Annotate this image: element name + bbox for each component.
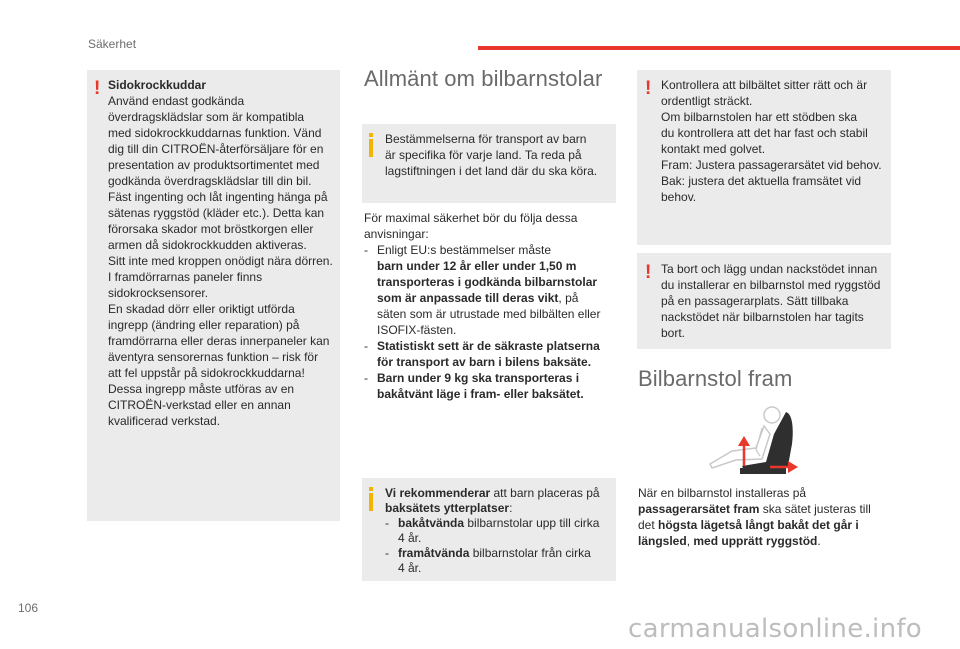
text-line: sätenas ryggstöd (kläder etc.). Detta kan — [108, 206, 325, 220]
warning-exclamation-icon: ! — [94, 78, 101, 99]
instruction-item-eu: - Enligt EU:s bestämmelser måste barn under 12 år eller under 1,50 m transporteras i godkända bilbarnstolar som är anpassade till deras vikt, på säten som är utrustade med bilbälten eller ISOFIX-fästen. — [364, 243, 601, 337]
text-line: behov. — [661, 190, 697, 204]
text-line: godkända överdragsklädslar till din bil. — [108, 174, 312, 188]
info-marker-icon — [369, 487, 373, 511]
text-line: Kontrollera att bilbältet sitter rätt och är — [661, 78, 868, 92]
text-line: kontakt med golvet. — [661, 142, 766, 156]
text-line: att fel uppstår på sidokrockkuddarna! — [108, 366, 305, 380]
side-airbag-title: Sidokrockkuddar — [108, 78, 207, 92]
text-line: Fram: Justera passagerarsätet vid behov. — [661, 158, 882, 172]
text-line: nackstödet när bilbarnstolen har tagits — [661, 310, 864, 324]
text-line: Om bilbarnstolen har ett stödben ska — [661, 110, 858, 124]
info-marker-icon — [369, 133, 373, 157]
text-line: överdragsklädslar som är kompatibla — [108, 110, 305, 124]
text-line: CITROËN-verkstad eller en annan — [108, 398, 291, 412]
section-header: Säkerhet — [88, 37, 137, 51]
front-child-seat-heading: Bilbarnstol fram — [638, 366, 793, 391]
text-line: dig till din CITROËN-återförsäljare för en — [108, 142, 324, 156]
text-line: Bak: justera det aktuella framsätet vid — [661, 174, 862, 188]
side-airbag-lines — [108, 93, 340, 429]
text-line: Fäst ingenting och låt ingenting hänga på — [108, 190, 328, 204]
recommendation-item-forward: - framåtvända bilbarnstolar från cirka 4 år. — [385, 546, 591, 575]
text-line: En skadad dörr eller oriktigt utförda — [108, 302, 295, 316]
text-line: du installerar en bilbarnstol med ryggstöd — [661, 278, 881, 292]
page-number: 106 — [18, 601, 39, 615]
safety-instructions: För maximal säkerhet bör du följa dessa anvisningar: - Enligt EU:s bestämmelser måste barn under 12 år eller under 1,50 m transporteras i godkända bilbarnstolar som är anpassade till deras vikt, på säten som är utrustade med bilbälten eller ISOFIX-fästen. - Statistiskt sett är de säkraste platserna för transport av barn i bilens baksäte. - Barn under 9 kg ska transporteras i bakåtvänt läge i fram- eller baksätet. — [364, 210, 614, 402]
seat-icon — [700, 404, 800, 480]
text-line: Använd endast godkända — [108, 94, 245, 108]
text-line: kvalificerad verkstad. — [108, 414, 221, 428]
text-line: du kontrollera att det har fast och stabil — [661, 126, 868, 140]
side-airbag-warning-text — [108, 77, 340, 429]
text-line: är specifika för varje land. Ta reda på — [385, 148, 582, 162]
header-accent-bar — [478, 46, 960, 50]
instruction-item-statistics: - Statistiskt sett är de säkraste platserna för transport av barn i bilens baksäte. — [364, 339, 600, 369]
front-seat-instructions: När en bilbarnstol installeras på passagerarsätet fram ska sätet justeras till det högsta lägetså långt bakåt det går i längsled, med upprätt ryggstöd. — [638, 486, 871, 548]
warning-exclamation-icon: ! — [645, 78, 652, 99]
text-line: lagstiftningen i det land där du ska köra. — [385, 164, 598, 178]
text-line: förorsaka skador mot bröstkorgen eller — [108, 222, 314, 236]
headrest-warning-text — [661, 261, 891, 341]
text-line: med sidokrockkuddarnas funktion. Vänd — [108, 126, 322, 140]
seatbelt-warning-text — [661, 77, 891, 205]
text-line: ingrepp (ändring eller reparation) på — [108, 318, 300, 332]
text-line: äventyra sensorernas funktion – risk för — [108, 350, 319, 364]
text-line: Sitt inte med kroppen onödigt nära dörren. — [108, 254, 333, 268]
child-seats-heading: Allmänt om bilbarnstolar — [364, 66, 603, 91]
text-line: framdörrarna eller deras innerpaneler kan — [108, 334, 330, 348]
instruction-item-under-9kg: - Barn under 9 kg ska transporteras i bakåtvänt läge i fram- eller baksätet. — [364, 371, 584, 401]
text-line: I framdörrarnas paneler finns — [108, 270, 263, 284]
text-line: Dessa ingrepp måste utföras av en — [108, 382, 295, 396]
recommendation-info-text: Vi rekommenderar att barn placeras på baksätets ytterplatser: - bakåtvända bilbarnstolar upp till cirka 4 år. - framåtvända bilbarnstolar från cirka 4 år. — [385, 486, 613, 576]
watermark: carmanualsonline.info — [628, 614, 923, 644]
text-line: ordentligt sträckt. — [661, 94, 753, 108]
text-line: Bestämmelserna för transport av barn — [385, 132, 587, 146]
warning-exclamation-icon: ! — [645, 262, 652, 283]
text-line: bort. — [661, 326, 686, 340]
text-line: på en passagerarplats. Sätt tillbaka — [661, 294, 849, 308]
seat-adjust-illustration — [700, 404, 800, 480]
recommendation-item-rearward: - bakåtvända bilbarnstolar upp till cirka 4 år. — [385, 516, 600, 545]
regulations-info-text — [385, 131, 610, 179]
text-line: Ta bort och lägg undan nackstödet innan — [661, 262, 878, 276]
text-line: armen då sidokrockkudden aktiveras. — [108, 238, 307, 252]
text-line: sidokrocksensorer. — [108, 286, 209, 300]
text-line: presentation av produktsortimentet med — [108, 158, 320, 172]
